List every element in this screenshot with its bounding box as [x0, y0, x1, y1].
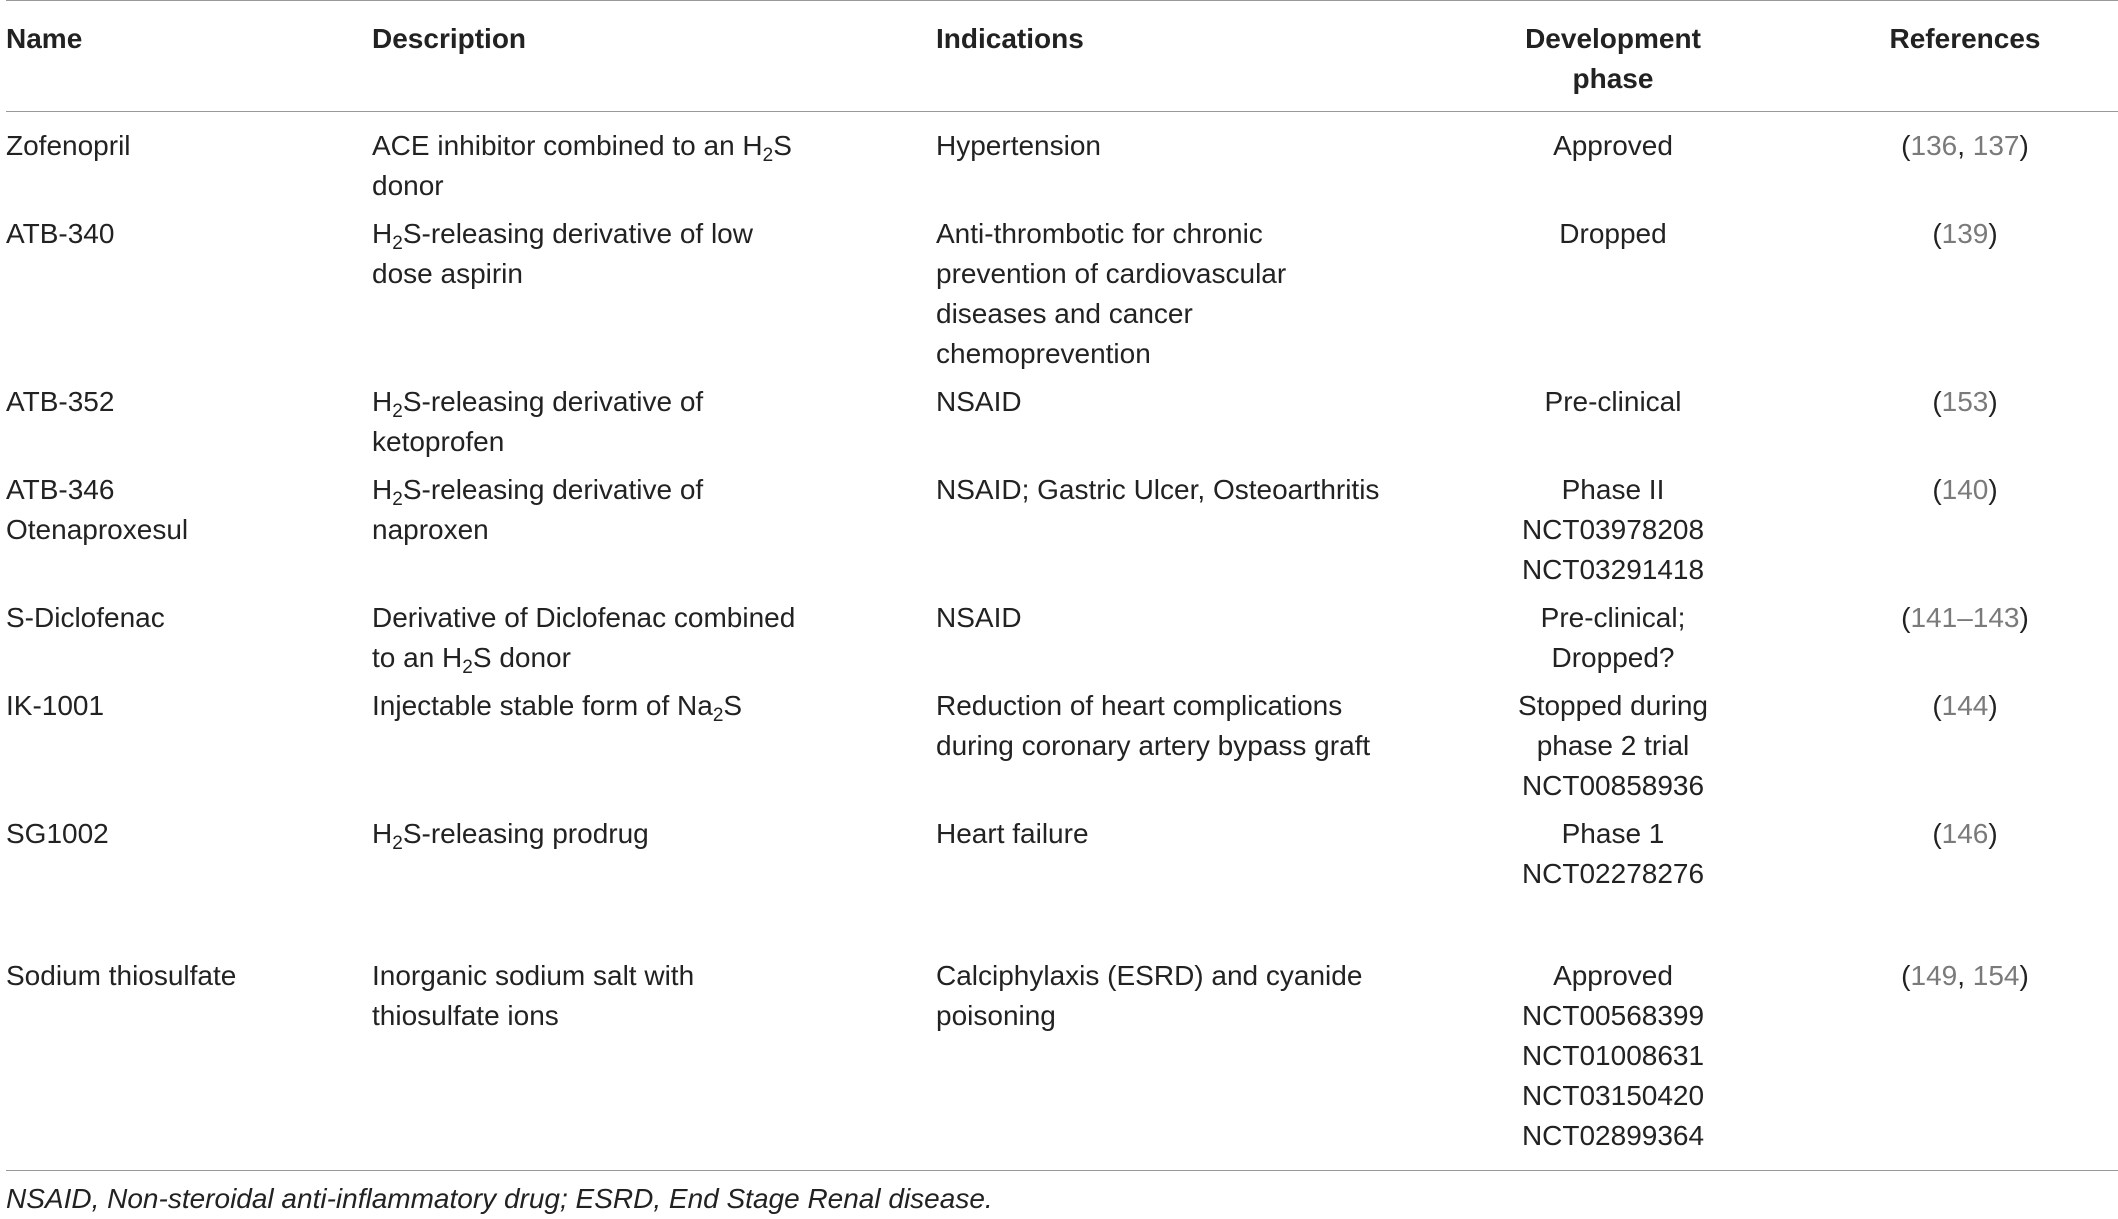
cell-indications-line: diseases and cancer — [936, 298, 1193, 329]
cell-name — [6, 814, 372, 956]
reference-open-paren: ( — [1901, 960, 1911, 991]
cell-description — [372, 598, 936, 686]
cell-indications — [936, 112, 1418, 215]
cell-development-phase-line: Phase 1 — [1561, 818, 1665, 849]
cell-indications-line: NSAID — [936, 386, 1022, 417]
reference-open-paren: ( — [1932, 474, 1942, 505]
cell-indications-line: Heart failure — [936, 818, 1089, 849]
cell-development-phase — [1418, 214, 1808, 382]
table-body — [6, 112, 2118, 1171]
cell-references — [1808, 112, 2118, 215]
cell-development-phase-line: Stopped during — [1518, 690, 1708, 721]
reference-open-paren: ( — [1932, 818, 1942, 849]
header-name: Name — [6, 23, 83, 54]
cell-references — [1808, 382, 2118, 470]
cell-development-phase — [1418, 470, 1808, 598]
cell-references — [1808, 814, 2118, 956]
cell-description-line: Inorganic sodium salt with — [372, 960, 695, 991]
table-footnote: NSAID, Non-steroidal anti-inflammatory drug; ESRD, End Stage Renal disease. — [6, 1183, 993, 1214]
cell-description-line: $H_2S$-releasing derivative of — [372, 474, 704, 510]
cell-indications-line: Calciphylaxis (ESRD) and cyanide — [936, 960, 1363, 991]
table-row — [6, 112, 2118, 215]
cell-development-phase-line: Phase II — [1561, 474, 1665, 505]
cell-indications-line: during coronary artery bypass graft — [936, 730, 1371, 761]
cell-name-line: Otenaproxesul — [6, 514, 189, 545]
cell-development-phase-line: NCT00568399 — [1521, 1000, 1705, 1031]
reference-close-paren: ) — [1988, 218, 1998, 249]
cell-description-line: $H_2S$-releasing derivative of — [372, 386, 704, 422]
reference-close-paren: ) — [2019, 960, 2029, 991]
table-row — [6, 214, 2118, 382]
cell-indications-line: poisoning — [936, 1000, 1056, 1031]
cell-name — [6, 470, 372, 598]
drug-table — [6, 0, 2118, 1171]
header-indications: Indications — [936, 23, 1084, 54]
cell-description — [372, 382, 936, 470]
cell-name-line: ATB-340 — [6, 218, 115, 249]
header-references: References — [1889, 23, 2041, 54]
cell-description-line: donor — [372, 170, 444, 201]
reference-open-paren: ( — [1932, 690, 1942, 721]
table-header — [6, 1, 2118, 112]
cell-indications — [936, 470, 1418, 598]
cell-description-line: to an $H_2S$ donor — [372, 642, 571, 678]
cell-development-phase-line: NCT02899364 — [1521, 1120, 1705, 1151]
cell-development-phase-line: phase 2 trial — [1536, 730, 1690, 761]
cell-development-phase-line: NCT03150420 — [1521, 1080, 1705, 1111]
reference-link[interactable]: 146 — [1941, 818, 1989, 849]
cell-name — [6, 382, 372, 470]
cell-name — [6, 686, 372, 814]
cell-references — [1808, 956, 2118, 1171]
table-row — [6, 382, 2118, 470]
reference-close-paren: ) — [2019, 130, 2029, 161]
reference-open-paren: ( — [1932, 218, 1942, 249]
cell-development-phase-line: NCT03978208 — [1521, 514, 1705, 545]
cell-description-line: naproxen — [372, 514, 489, 545]
cell-description-line: ACE inhibitor combined to an $H_2S$ — [372, 130, 792, 166]
cell-indications-line: chemoprevention — [936, 338, 1151, 369]
cell-development-phase — [1418, 382, 1808, 470]
cell-description — [372, 814, 936, 956]
reference-open-paren: ( — [1901, 602, 1911, 633]
cell-indications-line: Hypertension — [936, 130, 1101, 161]
cell-development-phase-line: Pre-clinical; — [1540, 602, 1686, 633]
cell-name-line: ATB-352 — [6, 386, 115, 417]
cell-description-line: Derivative of Diclofenac combined — [372, 602, 796, 633]
reference-link[interactable]: 154 — [1972, 960, 2020, 991]
cell-indications — [936, 598, 1418, 686]
cell-indications-line: Anti-thrombotic for chronic — [936, 218, 1263, 249]
cell-development-phase — [1418, 956, 1808, 1171]
cell-references — [1808, 470, 2118, 598]
reference-link[interactable]: 149 — [1910, 960, 1958, 991]
cell-references — [1808, 598, 2118, 686]
reference-link[interactable]: 137 — [1972, 130, 2020, 161]
cell-indications — [936, 956, 1418, 1171]
cell-name-line: SG1002 — [6, 818, 109, 849]
table-row — [6, 598, 2118, 686]
cell-development-phase — [1418, 814, 1808, 956]
reference-open-paren: ( — [1932, 386, 1942, 417]
cell-description — [372, 686, 936, 814]
cell-indications — [936, 814, 1418, 956]
reference-open-paren: ( — [1901, 130, 1911, 161]
cell-development-phase-line: Pre-clinical — [1544, 386, 1682, 417]
cell-indications-line: NSAID; Gastric Ulcer, Osteoarthritis — [936, 474, 1380, 505]
cell-indications — [936, 382, 1418, 470]
reference-link[interactable]: 139 — [1941, 218, 1989, 249]
cell-indications-line: NSAID — [936, 602, 1022, 633]
cell-name-line: S-Diclofenac — [6, 602, 165, 633]
header-development-phase-line1: Development — [1525, 23, 1701, 54]
cell-description-line: Injectable stable form of $Na_2S$ — [372, 690, 743, 726]
reference-link[interactable]: 141–143 — [1910, 602, 2020, 633]
reference-close-paren: ) — [1988, 474, 1998, 505]
cell-indications-line: prevention of cardiovascular — [936, 258, 1287, 289]
cell-development-phase — [1418, 686, 1808, 814]
cell-name-line: Zofenopril — [6, 130, 131, 161]
cell-references — [1808, 686, 2118, 814]
reference-close-paren: ) — [1988, 386, 1998, 417]
cell-development-phase-line: Dropped — [1559, 218, 1667, 249]
cell-name — [6, 214, 372, 382]
cell-development-phase-line: NCT03291418 — [1521, 554, 1705, 585]
cell-description — [372, 956, 936, 1171]
reference-close-paren: ) — [2019, 602, 2029, 633]
cell-description-line: ketoprofen — [372, 426, 505, 457]
table-row — [6, 956, 2118, 1171]
cell-name-line: IK-1001 — [6, 690, 105, 721]
header-development-phase-line2: phase — [1572, 63, 1654, 94]
cell-description-line: $H_2S$-releasing prodrug — [372, 818, 649, 854]
table-container — [6, 0, 2112, 1219]
cell-development-phase-line: Approved — [1553, 960, 1673, 991]
cell-development-phase-line: NCT02278276 — [1521, 858, 1705, 889]
cell-name — [6, 112, 372, 215]
header-row — [6, 1, 2118, 112]
reference-separator: , — [1957, 130, 1973, 161]
cell-description — [372, 112, 936, 215]
header-description: Description — [372, 23, 527, 54]
cell-development-phase-line: Approved — [1553, 130, 1673, 161]
header-development-phase — [1418, 1, 1808, 112]
cell-indications — [936, 686, 1418, 814]
reference-separator: , — [1957, 960, 1973, 991]
cell-name-line: ATB-346 — [6, 474, 115, 505]
cell-name-line: Sodium thiosulfate — [6, 960, 237, 991]
cell-name — [6, 956, 372, 1171]
reference-close-paren: ) — [1988, 690, 1998, 721]
cell-development-phase — [1418, 598, 1808, 686]
reference-link[interactable]: 140 — [1941, 474, 1989, 505]
table-row — [6, 470, 2118, 598]
cell-development-phase-line: Dropped? — [1551, 642, 1675, 673]
reference-close-paren: ) — [1988, 818, 1998, 849]
reference-link[interactable]: 136 — [1910, 130, 1958, 161]
cell-development-phase — [1418, 112, 1808, 215]
table-row — [6, 686, 2118, 814]
cell-indications — [936, 214, 1418, 382]
table-row — [6, 814, 2118, 956]
cell-description-line: thiosulfate ions — [372, 1000, 559, 1031]
cell-references — [1808, 214, 2118, 382]
cell-development-phase-line: NCT01008631 — [1521, 1040, 1705, 1071]
cell-description-line: dose aspirin — [372, 258, 523, 289]
cell-name — [6, 598, 372, 686]
cell-description — [372, 470, 936, 598]
reference-link[interactable]: 144 — [1941, 690, 1989, 721]
cell-description-line: $H_2S$-releasing derivative of low — [372, 218, 753, 254]
cell-indications-line: Reduction of heart complications — [936, 690, 1343, 721]
cell-description — [372, 214, 936, 382]
reference-link[interactable]: 153 — [1941, 386, 1989, 417]
cell-development-phase-line: NCT00858936 — [1521, 770, 1705, 801]
